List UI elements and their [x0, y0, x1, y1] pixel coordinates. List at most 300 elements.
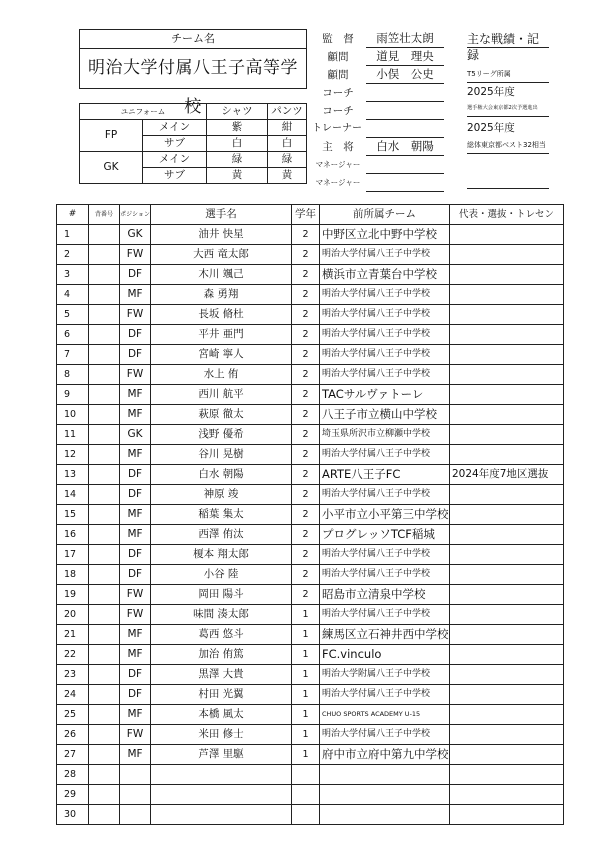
player-prev-team: 明治大学付属八王子中学校	[320, 605, 450, 625]
player-prev-team: 八王子市立横山中学校	[320, 405, 450, 425]
player-prev-team: 明治大学付属八王子中学校	[320, 305, 450, 325]
records-title: 主な戦績・記録	[467, 31, 549, 48]
player-position: GK	[120, 225, 151, 245]
uniform-header	[80, 104, 307, 120]
player-name: 萩原 徹太	[151, 405, 292, 425]
uniform-group: FP	[80, 120, 143, 152]
player-prev-team: 明治大学付属八王子中学校	[320, 685, 450, 705]
player-bib	[89, 705, 120, 725]
player-num: 18	[57, 565, 89, 585]
record-line: 選手権大会東京都2次予選進出	[467, 100, 549, 117]
player-prev-team: FC.vinculo	[320, 645, 450, 665]
player-name: 大西 竜太郎	[151, 245, 292, 265]
staff-name	[366, 102, 444, 120]
player-num: 14	[57, 485, 89, 505]
player-prev-team: 明治大学付属八王子中学校	[320, 445, 450, 465]
player-rep	[450, 365, 564, 385]
player-grade: 1	[292, 605, 320, 625]
player-row	[57, 425, 564, 445]
player-num: 23	[57, 665, 89, 685]
player-name: 森 勇翔	[151, 285, 292, 305]
player-grade: 1	[292, 685, 320, 705]
player-grade: 2	[292, 365, 320, 385]
uniform-shirt: 黄	[207, 168, 268, 184]
player-row	[57, 625, 564, 645]
player-name: 浅野 優希	[151, 425, 292, 445]
player-name: 西澤 侑汰	[151, 525, 292, 545]
player-position: DF	[120, 565, 151, 585]
player-row	[57, 225, 564, 245]
player-num: 7	[57, 345, 89, 365]
record-line: T5リーグ所属	[467, 66, 549, 83]
player-prev-team: 府中市立府中第九中学校	[320, 745, 450, 765]
player-bib	[89, 645, 120, 665]
player-row	[57, 545, 564, 565]
staff-role: マネージャー	[315, 178, 361, 187]
player-grade: 2	[292, 545, 320, 565]
player-rep	[450, 345, 564, 365]
player-position: DF	[120, 325, 151, 345]
player-name: 小谷 陸	[151, 565, 292, 585]
uniform-table	[79, 103, 307, 184]
player-row	[57, 365, 564, 385]
player-grade	[292, 765, 320, 785]
player-position: DF	[120, 345, 151, 365]
player-position: DF	[120, 665, 151, 685]
player-grade: 2	[292, 265, 320, 285]
player-name: 油井 快星	[151, 225, 292, 245]
player-position: DF	[120, 265, 151, 285]
player-row	[57, 285, 564, 305]
player-grade: 1	[292, 745, 320, 765]
staff-row	[312, 138, 447, 156]
player-bib	[89, 405, 120, 425]
staff-name	[366, 174, 444, 192]
staff-role: 顧問	[327, 69, 349, 81]
player-num: 20	[57, 605, 89, 625]
player-position: FW	[120, 365, 151, 385]
player-rep	[450, 485, 564, 505]
player-table-header	[57, 205, 564, 225]
player-name: 平井 亜門	[151, 325, 292, 345]
player-bib	[89, 265, 120, 285]
player-grade: 2	[292, 585, 320, 605]
col-prev-team: 前所属チーム	[320, 205, 450, 225]
player-bib	[89, 665, 120, 685]
player-num: 4	[57, 285, 89, 305]
player-row	[57, 345, 564, 365]
player-rep	[450, 405, 564, 425]
player-bib	[89, 685, 120, 705]
player-bib	[89, 765, 120, 785]
player-row	[57, 265, 564, 285]
player-bib	[89, 505, 120, 525]
player-bib	[89, 805, 120, 825]
player-name: 神原 竣	[151, 485, 292, 505]
player-bib	[89, 545, 120, 565]
staff-row	[312, 102, 447, 120]
player-num: 6	[57, 325, 89, 345]
player-bib	[89, 565, 120, 585]
staff-role: 監 督	[322, 33, 354, 45]
player-name: 宮崎 寧人	[151, 345, 292, 365]
col-num: #	[57, 205, 89, 225]
player-prev-team: 明治大学付属八王子中学校	[320, 285, 450, 305]
player-rep	[450, 385, 564, 405]
record-line: 総体東京都ベスト32相当	[467, 137, 549, 154]
player-rep	[450, 525, 564, 545]
player-num: 26	[57, 725, 89, 745]
staff-row	[312, 84, 447, 102]
player-rep	[450, 565, 564, 585]
player-name: 稲葉 集太	[151, 505, 292, 525]
col-grade: 学年	[292, 205, 320, 225]
player-rep	[450, 685, 564, 705]
uniform-pants: 白	[268, 136, 307, 152]
player-bib	[89, 305, 120, 325]
player-grade	[292, 785, 320, 805]
player-num: 3	[57, 265, 89, 285]
player-name	[151, 765, 292, 785]
player-row	[57, 585, 564, 605]
player-num: 5	[57, 305, 89, 325]
staff-row	[312, 156, 447, 174]
col-bib: 背番号	[89, 205, 120, 225]
player-position: GK	[120, 425, 151, 445]
player-grade: 2	[292, 385, 320, 405]
record-line: 2025年度	[467, 122, 515, 134]
player-rep	[450, 765, 564, 785]
col-name: 選手名	[151, 205, 292, 225]
player-rep: 2024年度7地区選抜	[450, 465, 564, 485]
player-name: 榎本 翔太郎	[151, 545, 292, 565]
player-grade: 2	[292, 305, 320, 325]
staff-row	[312, 120, 447, 138]
player-grade: 2	[292, 485, 320, 505]
player-grade: 1	[292, 665, 320, 685]
player-prev-team	[320, 805, 450, 825]
record-line: 2025年度	[467, 86, 515, 98]
player-position: MF	[120, 525, 151, 545]
player-bib	[89, 445, 120, 465]
player-prev-team: 明治大学付属八王子中学校	[320, 485, 450, 505]
player-num: 11	[57, 425, 89, 445]
player-grade: 2	[292, 425, 320, 445]
staff-name: 白水 朝陽	[366, 138, 444, 156]
record-blank-line	[467, 174, 549, 189]
player-grade: 1	[292, 725, 320, 745]
player-position: FW	[120, 245, 151, 265]
player-position: MF	[120, 385, 151, 405]
player-position: MF	[120, 405, 151, 425]
player-num: 12	[57, 445, 89, 465]
player-grade: 2	[292, 345, 320, 365]
player-position: DF	[120, 545, 151, 565]
player-num: 2	[57, 245, 89, 265]
player-position	[120, 785, 151, 805]
player-rep	[450, 305, 564, 325]
player-prev-team: 明治大学付属八王子中学校	[320, 365, 450, 385]
player-num: 22	[57, 645, 89, 665]
player-position: FW	[120, 305, 151, 325]
staff-role: トレーナー	[312, 123, 362, 134]
player-name: 黒澤 大貴	[151, 665, 292, 685]
player-bib	[89, 465, 120, 485]
uniform-group: GK	[80, 152, 143, 184]
uniform-shirt: 白	[207, 136, 268, 152]
player-row	[57, 325, 564, 345]
player-prev-team: 埼玉県所沢市立柳瀬中学校	[320, 425, 450, 445]
player-num: 9	[57, 385, 89, 405]
player-prev-team	[320, 765, 450, 785]
player-row	[57, 725, 564, 745]
player-rep	[450, 805, 564, 825]
player-num: 21	[57, 625, 89, 645]
player-prev-team: プログレッソTCF稲城	[320, 525, 450, 545]
player-grade: 2	[292, 245, 320, 265]
player-bib	[89, 325, 120, 345]
player-bib	[89, 425, 120, 445]
player-bib	[89, 485, 120, 505]
player-bib	[89, 225, 120, 245]
player-grade: 2	[292, 565, 320, 585]
player-bib	[89, 605, 120, 625]
player-grade: 2	[292, 285, 320, 305]
player-grade: 2	[292, 505, 320, 525]
player-row	[57, 805, 564, 825]
player-grade: 1	[292, 625, 320, 645]
staff-name	[366, 120, 444, 138]
uniform-label: ユニフォーム	[80, 104, 207, 120]
player-name	[151, 805, 292, 825]
player-num: 28	[57, 765, 89, 785]
staff-name: 道見 理央	[366, 48, 444, 66]
player-rep	[450, 505, 564, 525]
staff-role: 顧問	[327, 51, 349, 63]
player-prev-team: ARTE八王子FC	[320, 465, 450, 485]
player-prev-team: 明治大学付属八王子中学校	[320, 325, 450, 345]
player-prev-team: 明治大学付属八王子中学校	[320, 725, 450, 745]
player-row	[57, 685, 564, 705]
player-row	[57, 385, 564, 405]
staff-role: コーチ	[322, 87, 354, 99]
uniform-type: サブ	[143, 136, 207, 152]
player-row	[57, 485, 564, 505]
staff-role: コーチ	[322, 105, 354, 117]
team-name: 明治大学付属八王子高等学校	[88, 58, 298, 117]
player-rep	[450, 585, 564, 605]
player-name: 白水 朝陽	[151, 465, 292, 485]
player-prev-team: TACサルヴァトーレ	[320, 385, 450, 405]
player-rep	[450, 705, 564, 725]
player-position: MF	[120, 645, 151, 665]
player-row	[57, 785, 564, 805]
player-grade: 1	[292, 645, 320, 665]
player-table-body	[57, 225, 564, 825]
player-row	[57, 505, 564, 525]
player-grade: 2	[292, 225, 320, 245]
player-grade: 2	[292, 525, 320, 545]
player-bib	[89, 345, 120, 365]
player-num: 30	[57, 805, 89, 825]
staff-name: 小俣 公史	[366, 66, 444, 84]
staff-row	[312, 30, 447, 48]
player-rep	[450, 225, 564, 245]
staff-role: マネージャー	[315, 160, 361, 169]
player-row	[57, 465, 564, 485]
player-num: 29	[57, 785, 89, 805]
uniform-shirt: 紫	[207, 120, 268, 136]
player-row	[57, 525, 564, 545]
staff-row	[312, 48, 447, 66]
player-position: DF	[120, 485, 151, 505]
player-bib	[89, 525, 120, 545]
player-rep	[450, 745, 564, 765]
uniform-pants: 黄	[268, 168, 307, 184]
player-num: 17	[57, 545, 89, 565]
uniform-row	[80, 120, 307, 136]
uniform-pants: 紺	[268, 120, 307, 136]
player-row	[57, 565, 564, 585]
player-position: DF	[120, 685, 151, 705]
player-bib	[89, 725, 120, 745]
col-rep: 代表・選抜・トレセン	[450, 205, 564, 225]
player-name: 水上 侑	[151, 365, 292, 385]
staff-row	[312, 174, 447, 192]
player-position: MF	[120, 745, 151, 765]
player-name: 西川 航平	[151, 385, 292, 405]
player-prev-team: CHUO SPORTS ACADEMY U-15	[320, 705, 450, 725]
player-position: DF	[120, 465, 151, 485]
player-name: 村田 光翼	[151, 685, 292, 705]
uniform-pants-header: パンツ	[268, 104, 307, 120]
player-prev-team: 明治大学付属八王子中学校	[320, 565, 450, 585]
player-position	[120, 765, 151, 785]
player-grade	[292, 805, 320, 825]
player-row	[57, 665, 564, 685]
player-bib	[89, 285, 120, 305]
player-row	[57, 705, 564, 725]
player-prev-team	[320, 785, 450, 805]
player-position: FW	[120, 605, 151, 625]
player-row	[57, 405, 564, 425]
player-position: FW	[120, 725, 151, 745]
player-position: MF	[120, 285, 151, 305]
player-rep	[450, 645, 564, 665]
player-name: 米田 修士	[151, 725, 292, 745]
player-name: 本橋 風太	[151, 705, 292, 725]
uniform-type: メイン	[143, 152, 207, 168]
player-name: 葛西 悠斗	[151, 625, 292, 645]
player-grade: 1	[292, 705, 320, 725]
player-name: 谷川 晃樹	[151, 445, 292, 465]
player-num: 24	[57, 685, 89, 705]
player-num: 16	[57, 525, 89, 545]
player-row	[57, 305, 564, 325]
player-row	[57, 605, 564, 625]
player-row	[57, 245, 564, 265]
player-grade: 2	[292, 325, 320, 345]
player-prev-team: 横浜市立青葉台中学校	[320, 265, 450, 285]
player-row	[57, 745, 564, 765]
staff-name	[366, 84, 444, 102]
uniform-type: サブ	[143, 168, 207, 184]
player-name: 味間 湊太郎	[151, 605, 292, 625]
player-prev-team: 明治大学付属八王子中学校	[320, 345, 450, 365]
player-bib	[89, 785, 120, 805]
staff-row	[312, 66, 447, 84]
player-bib	[89, 625, 120, 645]
player-rep	[450, 325, 564, 345]
uniform-shirt: 緑	[207, 152, 268, 168]
player-num: 25	[57, 705, 89, 725]
player-table	[56, 204, 564, 825]
player-bib	[89, 745, 120, 765]
player-row	[57, 765, 564, 785]
player-name: 岡田 陽斗	[151, 585, 292, 605]
uniform-type: メイン	[143, 120, 207, 136]
player-row	[57, 645, 564, 665]
player-position	[120, 805, 151, 825]
player-rep	[450, 445, 564, 465]
player-rep	[450, 265, 564, 285]
player-position: MF	[120, 445, 151, 465]
player-position: MF	[120, 705, 151, 725]
uniform-row	[80, 152, 307, 168]
player-bib	[89, 245, 120, 265]
player-position: MF	[120, 505, 151, 525]
player-rep	[450, 545, 564, 565]
player-bib	[89, 585, 120, 605]
team-name-label: チーム名	[80, 30, 306, 49]
player-rep	[450, 425, 564, 445]
player-prev-team: 明治大学附属八王子中学校	[320, 665, 450, 685]
player-prev-team: 中野区立北中野中学校	[320, 225, 450, 245]
player-bib	[89, 385, 120, 405]
player-rep	[450, 665, 564, 685]
player-num: 19	[57, 585, 89, 605]
player-num: 10	[57, 405, 89, 425]
player-prev-team: 練馬区立石神井西中学校	[320, 625, 450, 645]
player-grade: 2	[292, 465, 320, 485]
staff-name: 雨笠壮太朗	[366, 30, 444, 48]
player-name: 加治 侑篤	[151, 645, 292, 665]
player-num: 1	[57, 225, 89, 245]
player-rep	[450, 625, 564, 645]
player-bib	[89, 365, 120, 385]
player-num: 13	[57, 465, 89, 485]
player-prev-team: 昭島市立清泉中学校	[320, 585, 450, 605]
player-grade: 2	[292, 445, 320, 465]
col-position: ポジション	[120, 205, 151, 225]
player-name: 芦澤 里駆	[151, 745, 292, 765]
player-row	[57, 445, 564, 465]
player-rep	[450, 605, 564, 625]
uniform-pants: 緑	[268, 152, 307, 168]
player-prev-team: 明治大学付属八王子中学校	[320, 545, 450, 565]
player-num: 27	[57, 745, 89, 765]
player-num: 15	[57, 505, 89, 525]
player-prev-team: 明治大学付属八王子中学校	[320, 245, 450, 265]
player-prev-team: 小平市立小平第三中学校	[320, 505, 450, 525]
player-rep	[450, 785, 564, 805]
player-num: 8	[57, 365, 89, 385]
staff-name	[366, 156, 444, 174]
player-grade: 2	[292, 405, 320, 425]
player-position: MF	[120, 625, 151, 645]
uniform-shirt-header: シャツ	[207, 104, 268, 120]
player-name: 木川 颯己	[151, 265, 292, 285]
